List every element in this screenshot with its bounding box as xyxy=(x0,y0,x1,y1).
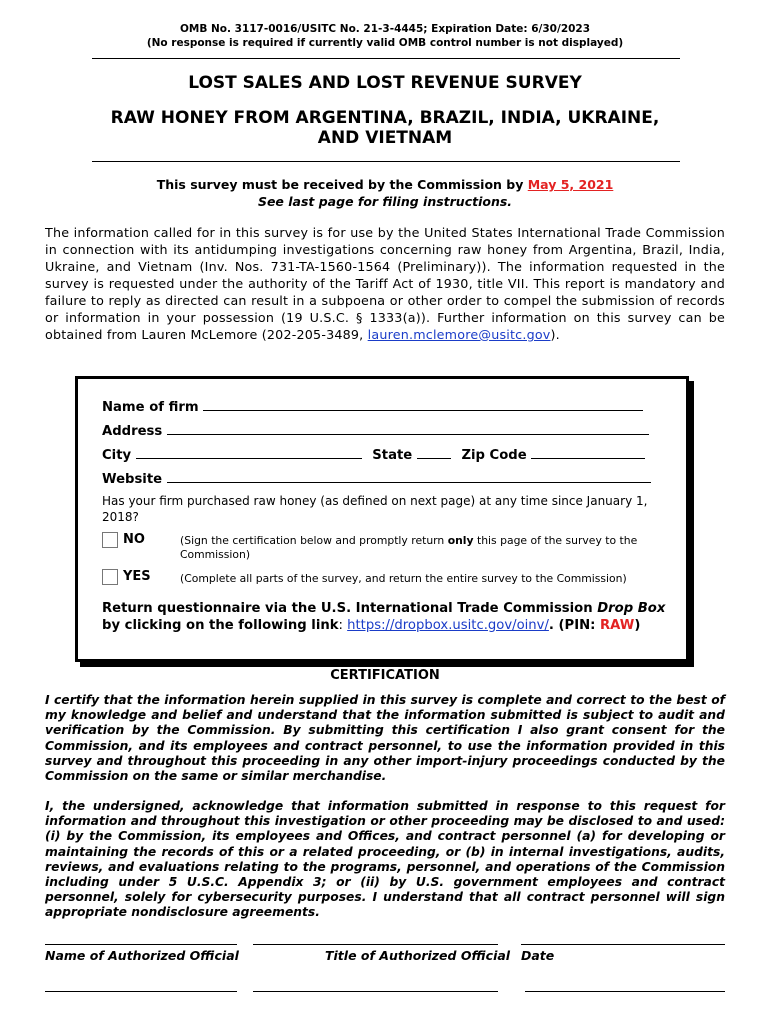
city-state-zip-row xyxy=(102,445,645,464)
state-field[interactable] xyxy=(417,445,451,459)
certification-heading: CERTIFICATION xyxy=(330,668,440,683)
no-checkbox[interactable] xyxy=(102,532,118,548)
no-instruction-post: this page of the survey to the Commission) xyxy=(180,534,638,561)
website-field[interactable] xyxy=(167,469,651,483)
deadline-date: May 5, 2021 xyxy=(527,177,614,192)
survey-subtitle-line2: AND VIETNAM xyxy=(317,128,453,148)
no-instruction xyxy=(180,534,670,562)
certification-paragraph-1: I certify that the information herein supplied in this survey is complete and correct to the best of my knowledge and belief and understand that the information submitted is subject to audit and verification by the Commission. By submitting this certification I also grant consent for the Commission, and its employees and contract personnel, to use the information provided in this survey and throughout this proceeding in any other import-injury proceedings conducted by the Commission on the same or similar merchandise. xyxy=(45,693,725,784)
intro-text: The information called for in this survey is for use by the United States International Trade Commission in connection with its antidumping investigations concerning raw honey from Argentina, Brazil, India, Ukraine, and Vietnam (Inv. Nos. 731-TA-1560-1564 (Preliminary)). The information requested in the survey is requested under the authority of the Tariff Act of 1930, title VII. This report is mandatory and failure to reply as directed can result in a subpoena or other order to compel the submission of records or information in your possession (19 U.S.C. § 1333(a)). Further information on this survey can be obtained from Lauren McLemore (202-205-3489, xyxy=(45,225,725,342)
omb-disclaimer: (No response is required if currently valid OMB control number is not displayed) xyxy=(146,37,624,49)
firm-name-row xyxy=(102,397,643,416)
signature-line-2[interactable] xyxy=(253,991,498,992)
no-label: NO xyxy=(123,532,145,547)
deadline-text: This survey must be received by the Commission by xyxy=(156,177,528,192)
address-field[interactable] xyxy=(167,421,649,435)
official-title-label: Title of Authorized Official xyxy=(325,948,511,963)
certification-paragraph-2: I, the undersigned, acknowledge that information submitted in response to this request for information and throughout this investigation or other proceeding may be disclosed to and used: (i) by the Commission, its employees and Offices, and contract personnel (a) for developing or maintaining the records of this or a related proceeding, or (b) in internal investigations, audits, reviews, and evaluations relating to the programs, personnel, and operations of the Commission including under 5 U.S.C. Appendix 3; or (ii) by U.S. government employees and contract personnel, solely for cybersecurity purposes. I understand that all contract personnel will sign appropriate nondisclosure agreements. xyxy=(45,799,725,920)
firm-info-box xyxy=(75,376,689,662)
yes-instruction: (Complete all parts of the survey, and return the entire survey to the Commission) xyxy=(180,572,627,585)
return-text-mid: by clicking on the following link xyxy=(102,618,339,633)
return-text: Return questionnaire via the U.S. International Trade Commission xyxy=(102,601,598,616)
state-label: State xyxy=(372,448,413,463)
drop-box-term: Drop Box xyxy=(597,601,666,616)
address-label: Address xyxy=(102,424,163,439)
firm-name-label: Name of firm xyxy=(102,400,199,415)
omb-number: OMB No. 3117-0016/USITC No. 21-3-4445; Expiration Date: 6/30/2023 xyxy=(179,23,591,35)
filing-instructions-note: See last page for filing instructions. xyxy=(257,194,513,209)
contact-email-link[interactable]: lauren.mclemore@usitc.gov xyxy=(367,327,551,342)
official-title-line[interactable] xyxy=(253,944,498,945)
yes-label: YES xyxy=(123,569,151,584)
omb-notice xyxy=(0,22,770,50)
no-instruction-bold: only xyxy=(447,534,474,547)
deadline-block xyxy=(0,176,770,210)
intro-paragraph xyxy=(45,224,725,343)
pin-value: RAW xyxy=(600,618,635,633)
city-field[interactable] xyxy=(136,445,362,459)
official-name-line[interactable] xyxy=(45,944,237,945)
website-row xyxy=(102,469,651,488)
dropbox-link[interactable]: https://dropbox.usitc.gov/oinv/ xyxy=(347,618,549,633)
city-label: City xyxy=(102,448,132,463)
purchase-question: Has your firm purchased raw honey (as defined on next page) at any time since January 1, 2018? xyxy=(102,494,648,524)
zip-field[interactable] xyxy=(531,445,645,459)
return-instructions xyxy=(102,600,672,634)
zip-label: Zip Code xyxy=(461,448,527,463)
firm-name-field[interactable] xyxy=(203,397,643,411)
signature-line-3[interactable] xyxy=(525,991,725,992)
website-label: Website xyxy=(102,472,163,487)
signature-line[interactable] xyxy=(45,991,237,992)
survey-title: LOST SALES AND LOST REVENUE SURVEY xyxy=(188,73,582,93)
address-row xyxy=(102,421,649,440)
pin-close: ) xyxy=(634,618,641,633)
return-colon: : xyxy=(338,618,348,633)
intro-suffix: ). xyxy=(550,327,560,342)
yes-checkbox[interactable] xyxy=(102,569,118,585)
date-label: Date xyxy=(521,948,555,963)
survey-subtitle-line1: RAW HONEY FROM ARGENTINA, BRAZIL, INDIA, UKRAINE, xyxy=(110,108,660,128)
title-divider xyxy=(92,161,680,162)
pin-prefix: . (PIN: xyxy=(548,618,601,633)
official-name-label: Name of Authorized Official xyxy=(45,948,239,963)
no-instruction-pre: (Sign the certification below and promptly return xyxy=(180,534,448,547)
header-divider xyxy=(92,58,680,59)
date-line[interactable] xyxy=(521,944,725,945)
